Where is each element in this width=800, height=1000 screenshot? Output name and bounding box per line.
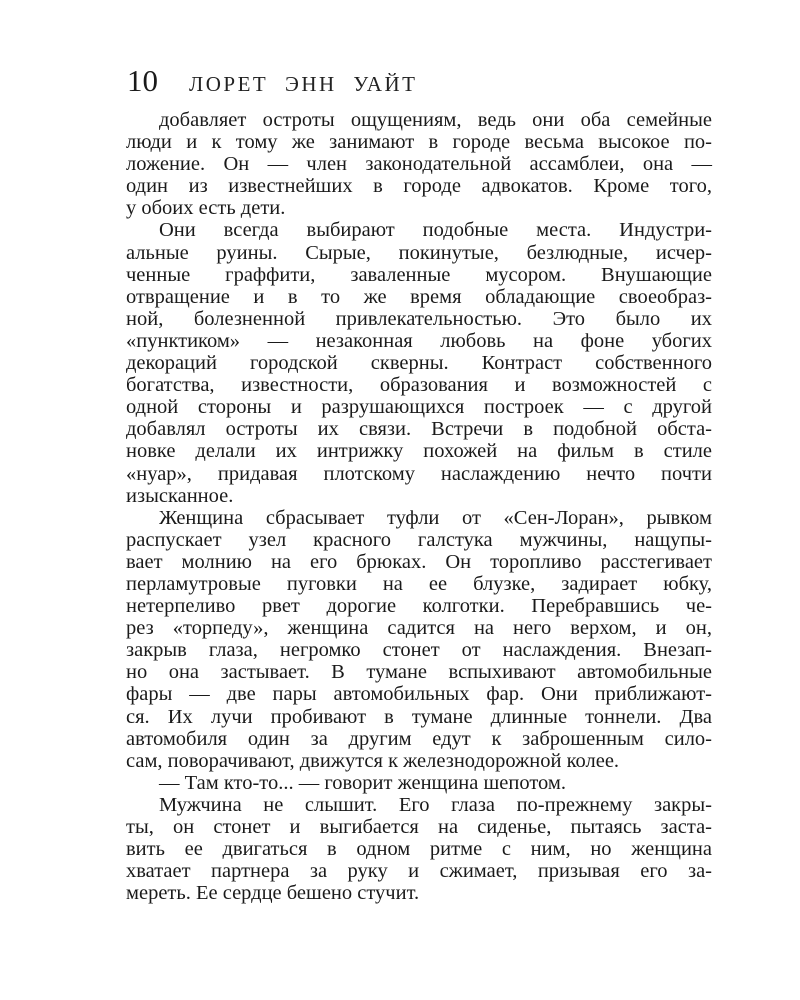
- paragraph: [126, 109, 712, 219]
- text-line: вить ее двигаться в одном ритме с ним, но женщина: [126, 838, 712, 861]
- text-line: декораций городской скверны. Контраст собственного: [126, 352, 712, 375]
- text-line: добавлял остроты их связи. Встречи в подобной обста-: [126, 418, 712, 441]
- text-line: хватает партнера за руку и сжимает, призывая его за-: [126, 860, 712, 883]
- text-line: Они всегда выбирают подобные места. Индустри-: [159, 219, 712, 242]
- text-line: но она застывает. В тумане вспыхивают автомобильные: [126, 661, 712, 684]
- text-line: сам, поворачивают, движутся к железнодорожной колее.: [126, 749, 620, 772]
- page-body: [126, 109, 712, 904]
- text-line: распускает узел красного галстука мужчины, нащупы-: [126, 528, 712, 551]
- text-line: богатства, известности, образования и возможностей с: [126, 374, 712, 397]
- paragraph: [126, 772, 712, 794]
- text-line: Женщина сбрасывает туфли от «Сен-Лоран», рывком: [159, 506, 712, 529]
- text-line: ты, он стонет и выгибается на сиденье, пытаясь заста-: [126, 816, 712, 838]
- paragraph: [126, 219, 712, 506]
- paragraph: [126, 794, 712, 904]
- running-title: ЛОРЕТ ЭНН УАЙТ: [189, 72, 418, 96]
- text-line: ченные граффити, заваленные мусором. Внушающие: [126, 263, 712, 286]
- text-line: новке делали их интрижку похожей на фильм в стиле: [126, 440, 712, 463]
- text-line: ложение. Он — член законодательной ассамблеи, она —: [126, 153, 712, 176]
- running-head: [127, 64, 712, 98]
- text-line: вает молнию на его брюках. Он торопливо расстегивает: [126, 550, 712, 573]
- text-line: альные руины. Сырые, покинутые, безлюдные, исчер-: [126, 241, 712, 264]
- text-line: — Там кто-то... — говорит женщина шепотом.: [159, 771, 566, 794]
- text-line: одной стороны и разрушающихся построек — с другой: [126, 396, 712, 419]
- text-line: добавляет остроты ощущениям, ведь они оба семейные: [159, 109, 712, 131]
- text-line: люди и к тому же занимают в городе весьма высокое по-: [126, 131, 712, 154]
- text-line: у обоих есть дети.: [126, 197, 286, 220]
- paragraph: [126, 507, 712, 772]
- text-line: автомобиля один за другим едут к заброшенным сило-: [126, 727, 712, 750]
- text-line: изысканное.: [126, 484, 234, 507]
- text-line: Мужчина не слышит. Его глаза по-прежнему закры-: [159, 793, 712, 816]
- text-line: рез «торпеду», женщина садится на него верхом, и он,: [126, 617, 712, 640]
- text-line: перламутровые пуговки на ее блузке, задирает юбку,: [126, 572, 712, 595]
- text-line: «пунктиком» — незаконная любовь на фоне убогих: [126, 329, 712, 352]
- text-line: нетерпеливо рвет дорогие колготки. Перебравшись че-: [126, 595, 712, 618]
- text-line: фары — две пары автомобильных фар. Они приближают-: [126, 683, 712, 706]
- page-number: 10: [127, 63, 158, 98]
- text-line: ной, болезненной привлекательностью. Это было их: [126, 307, 712, 330]
- text-line: отвращение и в то же время обладающие своеобраз-: [126, 285, 712, 308]
- text-line: ся. Их лучи пробивают в тумане длинные тоннели. Два: [126, 705, 712, 728]
- text-line: закрыв глаза, негромко стонет от наслаждения. Внезап-: [126, 639, 712, 662]
- text-line: «нуар», придавая плотскому наслаждению нечто почти: [126, 462, 712, 485]
- text-line: один из известнейших в городе адвокатов. Кроме того,: [126, 175, 712, 198]
- text-line: мереть. Ее сердце бешено стучит.: [126, 882, 420, 905]
